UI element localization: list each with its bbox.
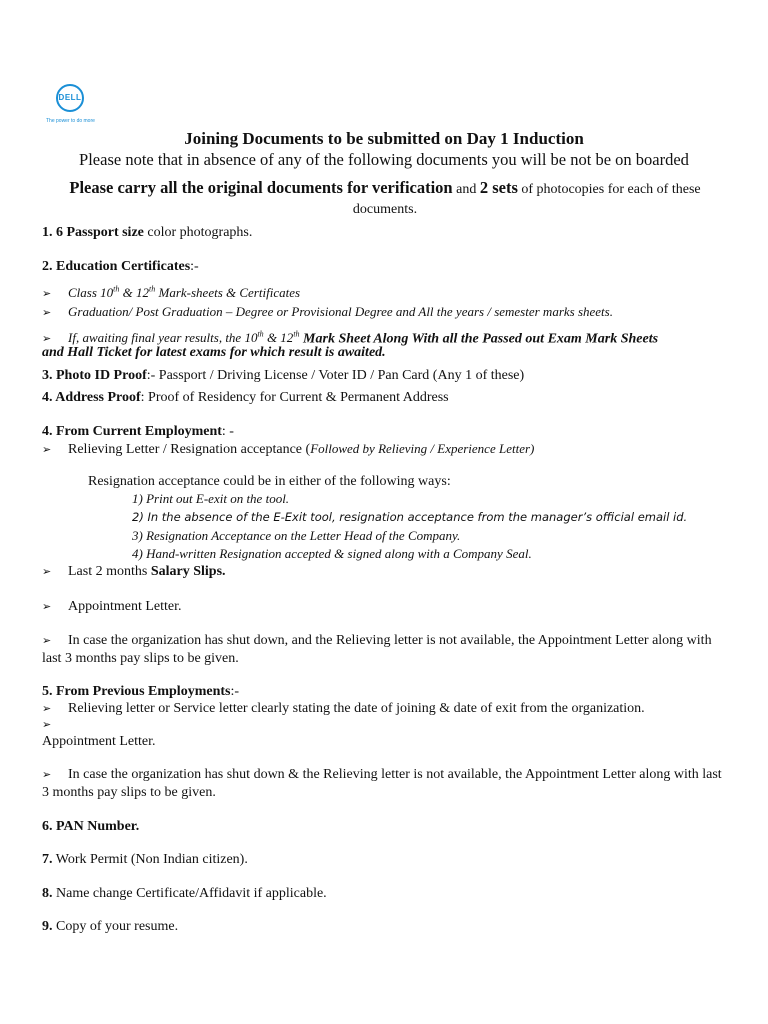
item-previous-employments bbox=[42, 683, 742, 701]
item5-b1: Relieving letter or Service letter clearly stating the date of joining & date of exit from the organization. bbox=[68, 701, 645, 716]
list-item bbox=[42, 632, 722, 668]
item-passport-photos bbox=[42, 224, 742, 242]
bullet-arrow-icon: ➢ bbox=[42, 702, 52, 715]
item-education-heading bbox=[42, 258, 742, 276]
item4b-b1: Relieving Letter / Resignation acceptance ( bbox=[68, 442, 311, 457]
resignation-way: 1) Print out E-exit on the tool. bbox=[132, 491, 290, 506]
item-current-employment bbox=[42, 423, 742, 441]
item5-label: 5. From Previous Employments bbox=[42, 684, 231, 699]
item4a-label: 4. Address Proof bbox=[42, 390, 141, 405]
item5-b2: Appointment Letter. bbox=[42, 734, 156, 749]
list-item bbox=[42, 303, 742, 322]
item4b-b2-bold: Salary Slips. bbox=[150, 564, 226, 579]
logo-wordmark: DELL bbox=[58, 93, 82, 102]
item2-b3-bold: Mark Sheet Along With all the Passed out Exam Mark Sheets bbox=[299, 331, 659, 347]
carry-sets: 2 sets bbox=[479, 178, 518, 197]
item2-b3-bold2: and Hall Ticket for latest exams for which result is awaited. bbox=[42, 345, 386, 360]
item2-label: 2. Education Certificates bbox=[42, 259, 191, 274]
item8-text: Name change Certificate/Affidavit if applicable. bbox=[52, 886, 327, 901]
carry-and: and bbox=[452, 182, 480, 197]
item2-b1: Class 10th & 12th Mark-sheets & Certificates bbox=[68, 285, 301, 301]
logo-tagline: The power to do more bbox=[46, 118, 95, 124]
item-address-proof bbox=[42, 389, 742, 407]
list-item bbox=[42, 281, 742, 303]
list-item bbox=[42, 563, 742, 581]
list-item bbox=[42, 716, 742, 734]
list-item bbox=[42, 598, 742, 616]
carry-originals-note bbox=[40, 178, 730, 220]
item3-label: 3. Photo ID Proof bbox=[42, 368, 147, 383]
item-pan-number: 6. PAN Number. bbox=[42, 819, 140, 834]
item2-b3-continued bbox=[42, 344, 742, 362]
item4b-b2: Last 2 months bbox=[68, 564, 151, 579]
item7-text: Work Permit (Non Indian citizen). bbox=[52, 852, 248, 867]
resignation-way: 3) Resignation Acceptance on the Letter Head of the Company. bbox=[132, 528, 461, 543]
bullet-arrow-icon: ➢ bbox=[42, 718, 52, 731]
item1-text: color photographs. bbox=[143, 225, 253, 240]
item5-suffix: :- bbox=[230, 684, 240, 699]
bullet-arrow-icon: ➢ bbox=[42, 306, 52, 319]
item4b-b3: Appointment Letter. bbox=[68, 599, 182, 614]
bullet-arrow-icon: ➢ bbox=[42, 287, 52, 301]
item4b-b4: In case the organization has shut down, and the Relieving letter is not available, the Appointment Letter along with last 3 months pay slips to be given. bbox=[42, 633, 712, 666]
logo-ring bbox=[56, 84, 84, 112]
bullet-arrow-icon: ➢ bbox=[42, 768, 52, 781]
list-item bbox=[42, 766, 722, 802]
item4b-label: 4. From Current Employment bbox=[42, 424, 222, 439]
dell-logo bbox=[46, 84, 106, 124]
carry-bold: Please carry all the original documents for verification bbox=[69, 178, 453, 197]
item4b-b1-italic: Followed by Relieving / Experience Letter) bbox=[310, 441, 535, 456]
item4b-suffix: : - bbox=[221, 424, 234, 439]
onboarding-note: Please note that in absence of any of the following documents you will be not be on boarded bbox=[79, 150, 689, 169]
item2-b3: If, awaiting final year results, the 10th & 12th bbox=[68, 330, 300, 346]
resignation-intro: Resignation acceptance could be in either of the following ways: bbox=[88, 474, 451, 489]
item-name-change bbox=[42, 885, 742, 903]
item8-num: 8. bbox=[42, 886, 53, 901]
item9-num: 9. bbox=[42, 919, 53, 934]
bullet-arrow-icon: ➢ bbox=[42, 600, 52, 613]
bullet-arrow-icon: ➢ bbox=[42, 332, 52, 346]
item2-suffix: :- bbox=[190, 259, 199, 274]
item4a-text: : Proof of Residency for Current & Permanent Address bbox=[140, 390, 449, 405]
item9-text: Copy of your resume. bbox=[52, 919, 179, 934]
item-photo-id bbox=[42, 367, 742, 385]
item7-num: 7. bbox=[42, 852, 53, 867]
item-resume bbox=[42, 918, 742, 936]
document-title: Joining Documents to be submitted on Day 1 Induction bbox=[184, 129, 584, 148]
resignation-way: 2) In the absence of the E-Exit tool, resignation acceptance from the manager’s official email id. bbox=[132, 510, 688, 524]
bullet-arrow-icon: ➢ bbox=[42, 634, 52, 647]
bullet-arrow-icon: ➢ bbox=[42, 443, 52, 456]
resignation-way: 4) Hand-written Resignation accepted & signed along with a Company Seal. bbox=[132, 546, 532, 561]
item-work-permit bbox=[42, 851, 742, 869]
item5-b3: In case the organization has shut down & the Relieving letter is not available, the Appointment Letter along with last 3 months pay slips to be given. bbox=[42, 767, 722, 800]
list-item bbox=[42, 440, 742, 459]
item1-label: 1. 6 Passport size bbox=[42, 225, 144, 240]
carry-rest: of photocopies for each of these documents. bbox=[352, 182, 701, 217]
bullet-arrow-icon: ➢ bbox=[42, 565, 52, 578]
item3-text: :- Passport / Driving License / Voter ID / Pan Card (Any 1 of these) bbox=[146, 368, 525, 383]
item2-b2: Graduation/ Post Graduation – Degree or Provisional Degree and All the years / semester marks sheets. bbox=[68, 304, 613, 319]
